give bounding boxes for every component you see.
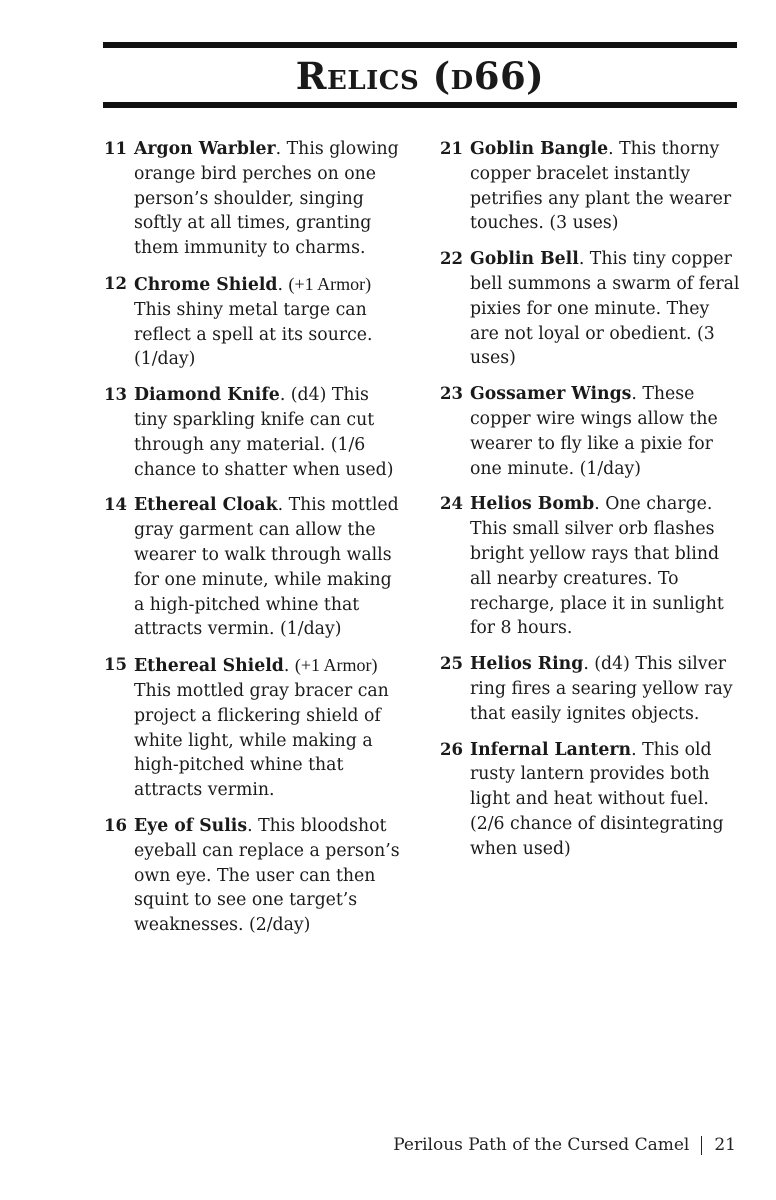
entry-armor: (+1 Armor) — [288, 273, 372, 294]
entry-description — [470, 492, 740, 641]
entry-number: 14 — [104, 495, 127, 515]
entry-text: . This mottled gray garment can allow the wearer to walk through walls for one minute, while making a high-pitched whine that attracts vermin. (1/day) — [134, 495, 399, 640]
entry-armor: (+1 Armor) — [294, 655, 378, 676]
entry-name: Diamond Knife — [134, 385, 280, 406]
entry-name: Eye of Sulis — [134, 815, 248, 836]
entry-number: 16 — [104, 815, 127, 835]
entry-name: Ethereal Cloak — [134, 495, 278, 516]
page-footer — [393, 1135, 736, 1155]
entry-number: 23 — [440, 384, 463, 404]
entry-number: 13 — [104, 385, 127, 405]
entry-text: . This glowing orange bird perches on one person’s shoulder, singing softly at all times, granting them immunity to charms. — [134, 139, 399, 259]
relic-entry-22 — [440, 247, 740, 371]
entry-description — [470, 382, 740, 481]
entry-text: . This thorny copper bracelet instantly petrifies any plant the wearer touches. (3 uses) — [470, 139, 732, 234]
page-header — [103, 42, 737, 108]
entry-description — [470, 652, 740, 726]
entry-name: Goblin Bangle — [470, 139, 609, 159]
entry-number: 24 — [440, 494, 463, 514]
entry-number: 21 — [440, 139, 463, 158]
entry-description — [134, 137, 404, 261]
relic-entry-15 — [104, 653, 404, 803]
entry-number: 11 — [104, 139, 127, 158]
relic-entry-14 — [104, 493, 404, 642]
relic-entry-25 — [440, 652, 740, 726]
entry-text: . (d4) This silver ring fires a searing yellow ray that easily ignites objects. — [470, 654, 733, 724]
entry-text: . This old rusty lantern provides both light and heat without fuel. (2/6 chance of disintegrating when used) — [470, 739, 724, 859]
entry-number: 26 — [440, 739, 463, 759]
relic-entry-12 — [104, 272, 404, 372]
footer-book-title: Perilous Path of the Cursed Camel — [393, 1135, 690, 1155]
entry-name: Argon Warbler — [134, 139, 276, 159]
relic-entry-16 — [104, 814, 404, 938]
right-column — [440, 137, 740, 873]
entry-description: Ethereal Shield. (+1 Armor) This mottled gray bracer can project a flickering shield of white light, while making a high-pitched whine that attracts vermin. — [134, 655, 389, 801]
entry-name: Helios Ring — [470, 654, 584, 675]
entry-name: Goblin Bell — [470, 249, 579, 270]
entry-description — [134, 493, 404, 642]
entry-description — [470, 137, 740, 236]
entry-name: Gossamer Wings — [470, 384, 632, 405]
entry-text: This shiny metal targe can reflect a spell at its source. (1/day) — [134, 299, 373, 370]
entry-number: 22 — [440, 249, 463, 269]
entry-text: . One charge. This small silver orb flashes bright yellow rays that blind all nearby creatures. To recharge, place it in sunlight for 8 hours. — [470, 494, 724, 639]
entry-name: Chrome Shield — [134, 274, 278, 295]
relic-entry-11 — [104, 137, 404, 261]
page-title: Relics (d66) — [295, 54, 545, 98]
entry-text: . These copper wire wings allow the wearer to fly like a pixie for one minute. (1/day) — [470, 384, 718, 479]
entry-description: Chrome Shield. (+1 Armor) This shiny metal targe can reflect a spell at its source. (1/day) — [134, 273, 373, 370]
relic-entry-26 — [440, 738, 740, 862]
relic-entry-21 — [440, 137, 740, 236]
entry-text: . (d4) This tiny sparkling knife can cut through any material. (1/6 chance to shatter when used) — [134, 385, 394, 480]
entry-name: Infernal Lantern — [470, 739, 632, 760]
entry-name: Helios Bomb — [470, 494, 595, 515]
entry-text: . This tiny copper bell summons a swarm of feral pixies for one minute. They are not loyal or obedient. (3 uses) — [470, 249, 740, 369]
entry-number: 15 — [104, 655, 127, 675]
relic-entry-13 — [104, 383, 404, 482]
entry-name: Ethereal Shield — [134, 656, 284, 677]
relic-entry-24 — [440, 492, 740, 641]
footer-page-number: 21 — [714, 1135, 736, 1155]
entry-description — [470, 247, 740, 371]
entry-number: 25 — [440, 654, 463, 674]
entry-description — [134, 814, 404, 938]
entry-text: . This bloodshot eyeball can replace a person’s own eye. The user can then squint to see one target’s weaknesses. (2/day) — [134, 815, 400, 936]
footer-separator — [701, 1136, 702, 1155]
entry-text: This mottled gray bracer can project a flickering shield of white light, while making a high-pitched whine that attracts vermin. — [134, 680, 389, 801]
entry-description — [134, 383, 404, 482]
left-column — [104, 137, 404, 949]
relic-entry-23 — [440, 382, 740, 481]
entry-number: 12 — [104, 273, 127, 293]
entry-description — [470, 738, 740, 862]
